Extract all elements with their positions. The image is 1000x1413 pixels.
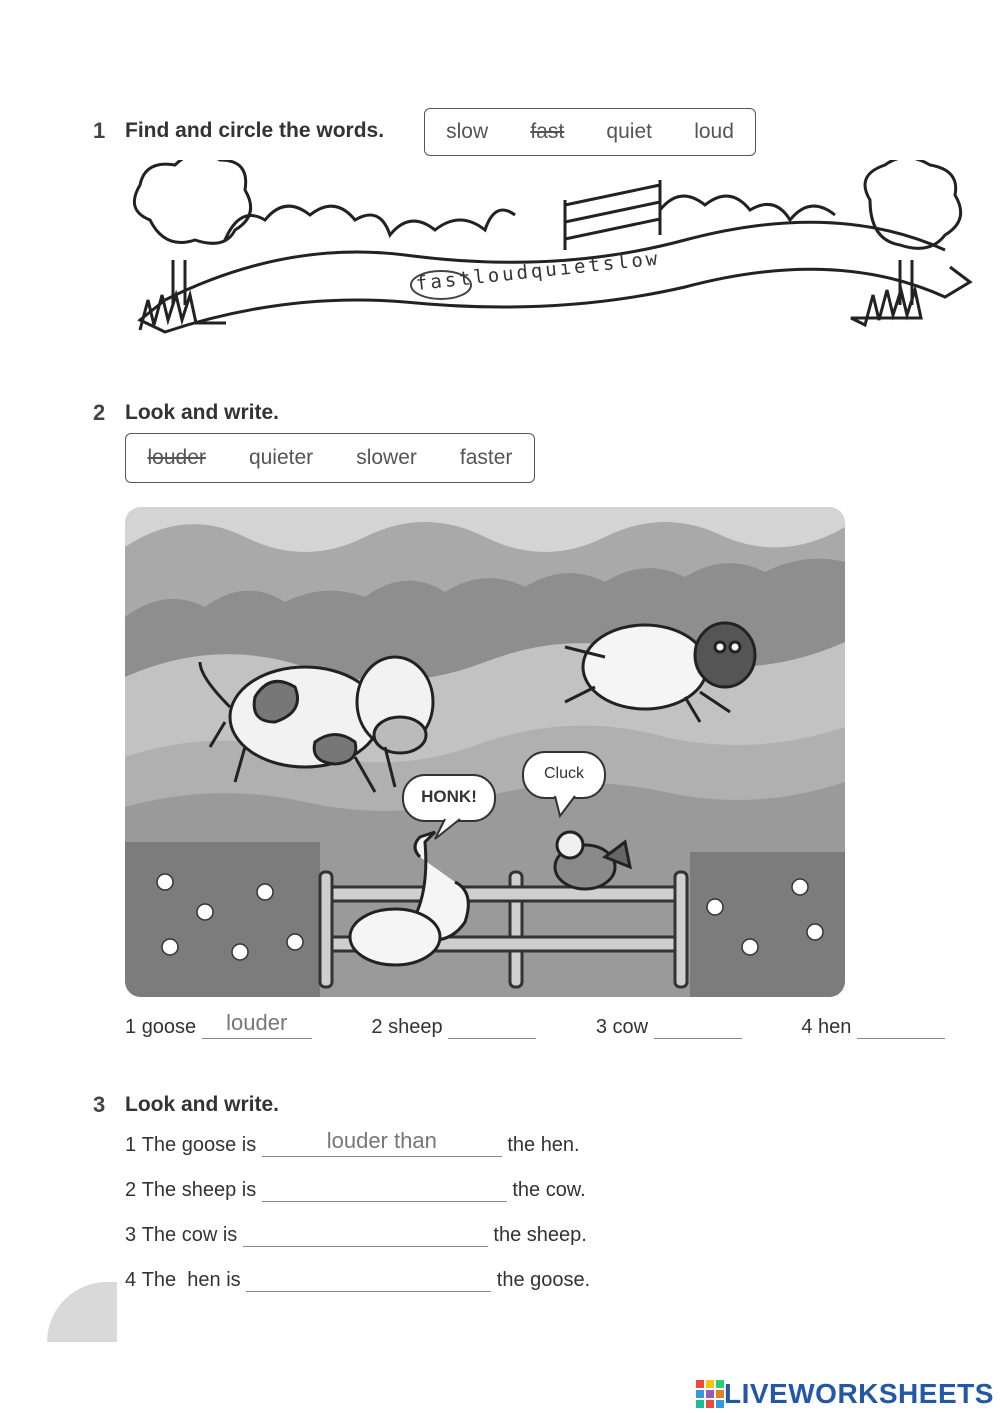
item-number: 2 — [371, 1016, 383, 1038]
sentence-answer-input-2[interactable] — [262, 1173, 507, 1202]
sentence-end: the sheep. — [493, 1224, 587, 1246]
word-bank-item: quiet — [606, 120, 652, 143]
word-bank-item-crossed: fast — [530, 120, 565, 143]
word-bank-item: slow — [446, 120, 489, 143]
sentence-start: The hen is — [141, 1269, 241, 1291]
sentence-answer-input-3[interactable] — [243, 1218, 488, 1247]
exercise-1-title: Find and circle the words. — [125, 119, 385, 142]
sentence-row — [125, 1173, 586, 1202]
item-label: goose — [141, 1016, 197, 1038]
sentence-row — [125, 1128, 580, 1157]
word-bank-item: faster — [459, 446, 513, 469]
sentence-answer-input-1[interactable] — [262, 1128, 502, 1157]
speech-bubble-goose: HONK! — [421, 787, 477, 806]
exercise-2-number: 2 — [93, 400, 106, 425]
exercise-2-title: Look and write. — [125, 401, 280, 424]
answer-input-goose[interactable] — [202, 1010, 312, 1039]
item-label: hen — [818, 1016, 852, 1038]
exercise-3-title: Look and write. — [125, 1093, 280, 1116]
answer-input-cow[interactable] — [654, 1010, 742, 1039]
word-bank-item-crossed: louder — [147, 446, 206, 469]
circled-word: fast — [414, 267, 475, 295]
sentence-start: The cow is — [141, 1224, 238, 1246]
remaining-letters: loudquietslow — [472, 247, 662, 289]
item-number: 3 — [125, 1224, 137, 1246]
page-corner-decoration — [47, 1282, 117, 1342]
sentence-start: The sheep is — [141, 1179, 257, 1201]
item-number: 3 — [595, 1016, 607, 1038]
answer-item — [596, 1010, 742, 1039]
exercise-1-number: 1 — [93, 118, 106, 143]
logo-text: LIVEWORKSHEETS — [724, 1378, 994, 1409]
item-number: 1 — [125, 1134, 137, 1156]
exercise-2-answers — [125, 1010, 945, 1039]
logo-icon — [696, 1380, 724, 1408]
word-bank-item: quieter — [248, 446, 314, 469]
item-number: 2 — [125, 1179, 137, 1201]
answer-item — [125, 1010, 312, 1039]
item-number: 1 — [125, 1016, 137, 1038]
farm-scene-illustration — [125, 507, 845, 997]
item-number: 4 — [801, 1016, 813, 1038]
item-label: sheep — [388, 1016, 443, 1038]
exercise-1-word-bank — [424, 108, 756, 156]
sentence-end: the goose. — [496, 1269, 591, 1291]
sentence-end: the hen. — [507, 1134, 580, 1156]
speech-bubble-hen: Cluck — [543, 765, 584, 782]
exercise-2-word-bank — [125, 433, 535, 483]
exercise-3-number: 3 — [93, 1092, 106, 1117]
sentence-row — [125, 1263, 590, 1292]
sentence-start: The goose is — [141, 1134, 257, 1156]
sentence-answer-input-4[interactable] — [246, 1263, 491, 1292]
item-number: 4 — [125, 1269, 137, 1291]
answer-item — [371, 1010, 536, 1039]
answer-item — [801, 1010, 945, 1039]
answer-input-sheep[interactable] — [448, 1010, 536, 1039]
liveworksheets-logo — [696, 1378, 994, 1410]
landscape-banner-illustration — [125, 160, 975, 345]
sentence-end: the cow. — [512, 1179, 586, 1201]
answer-input-hen[interactable] — [857, 1010, 945, 1039]
sentence-row — [125, 1218, 587, 1247]
word-bank-item: slower — [356, 446, 417, 469]
word-bank-item: loud — [694, 120, 734, 143]
item-label: cow — [612, 1016, 649, 1038]
